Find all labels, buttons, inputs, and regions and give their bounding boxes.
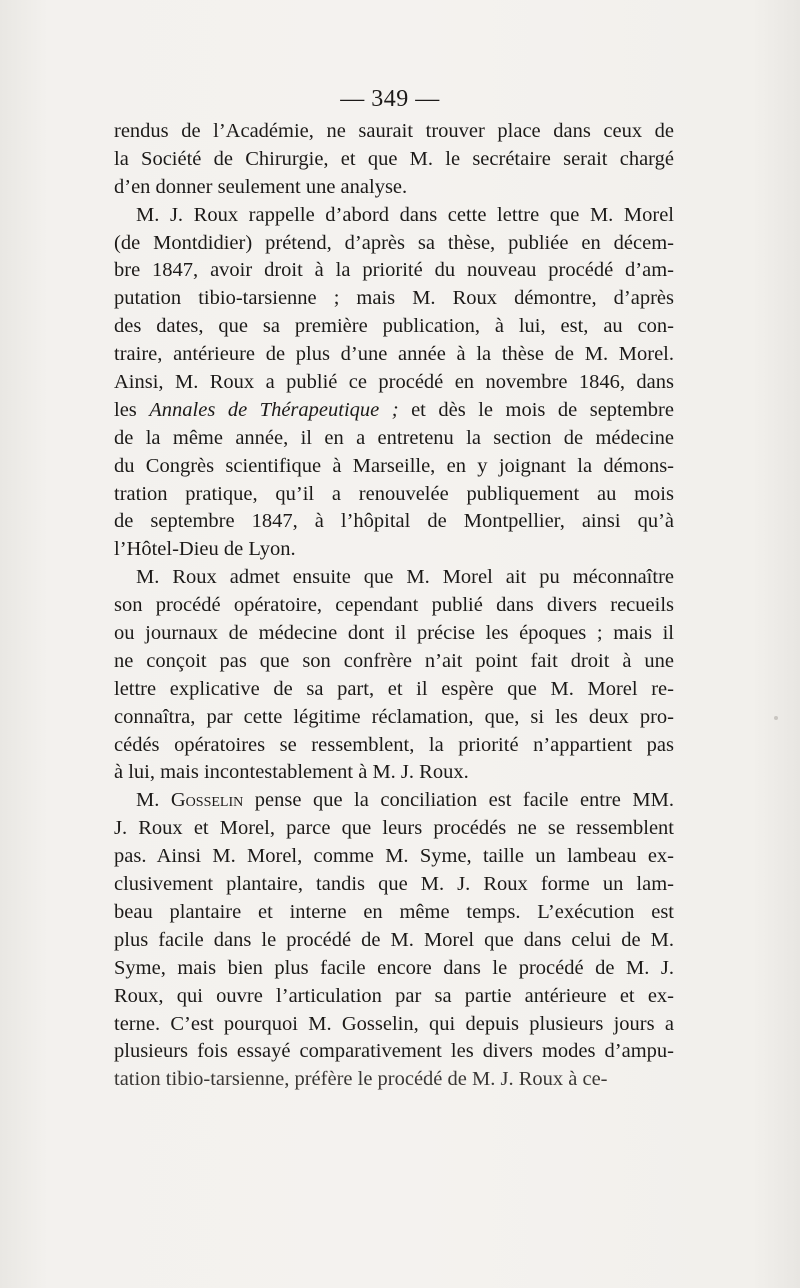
text-line: pas. Ainsi M. Morel, comme M. Syme, taille un lambeau ex- xyxy=(114,845,674,868)
text-line: Roux, qui ouvre l’articulation par sa partie antérieure et ex- xyxy=(114,984,674,1007)
text-line: d’en donner seulement une analyse. xyxy=(114,175,408,198)
text-line: la Société de Chirurgie, et que M. le secrétaire serait chargé xyxy=(114,147,674,170)
text-line: lettre explicative de sa part, et il espère que M. Morel re- xyxy=(114,677,674,700)
text-line: clusivement plantaire, tandis que M. J. Roux forme un lam- xyxy=(114,873,674,896)
text-line: plusieurs fois essayé comparativement les divers modes d’ampu- xyxy=(114,1040,674,1063)
text-line: des dates, que sa première publication, à lui, est, au con- xyxy=(114,315,674,338)
text-line: tation tibio-tarsienne, préfère le procédé de M. J. Roux à ce- xyxy=(114,1068,608,1091)
text-line: J. Roux et Morel, parce que leurs procédés ne se ressemblent xyxy=(114,817,674,840)
paper-speck xyxy=(774,716,778,720)
text-run: M. xyxy=(136,789,171,812)
text-line: plus facile dans le procédé de M. Morel que dans celui de M. xyxy=(114,928,674,951)
text-line: l’Hôtel-Dieu de Lyon. xyxy=(114,538,296,561)
text-line: putation tibio-tarsienne ; mais M. Roux démontre, d’après xyxy=(114,287,674,310)
text-line: traire, antérieure de plus d’une année à la thèse de M. Morel. xyxy=(114,343,674,366)
text-line: connaîtra, par cette légitime réclamation, que, si les deux pro- xyxy=(114,705,674,728)
text-line xyxy=(114,397,674,425)
page-number: — 349 — xyxy=(340,86,440,112)
text-line: rendus de l’Académie, ne saurait trouver place dans ceux de xyxy=(114,120,674,142)
text-line: ou journaux de médecine dont il précise les époques ; mais il xyxy=(114,622,674,645)
text-line: son procédé opératoire, cependant publié dans divers recueils xyxy=(114,594,674,617)
body-text xyxy=(114,118,674,1094)
text-line: Syme, mais bien plus facile encore dans le procédé de M. J. xyxy=(114,956,674,979)
text-line: de la même année, il en a entretenu la section de médecine xyxy=(114,426,674,449)
text-line: M. Roux admet ensuite que M. Morel ait pu méconnaître xyxy=(136,566,674,589)
text-line: ne conçoit pas que son confrère n’ait point fait droit à une xyxy=(114,649,674,672)
text-line: de septembre 1847, à l’hôpital de Montpellier, ainsi qu’à xyxy=(114,510,674,533)
italic-title: Annales de Thérapeutique ; xyxy=(149,398,399,421)
text-run: pense que la conciliation est facile entre MM. xyxy=(243,789,674,812)
text-run: les xyxy=(114,398,150,421)
text-line: cédés opératoires se ressemblent, la priorité n’appartient pas xyxy=(114,733,674,756)
speaker-name: Gosselin xyxy=(170,789,244,812)
text-line: bre 1847, avoir droit à la priorité du nouveau procédé d’am- xyxy=(114,259,674,282)
text-line: beau plantaire et interne en même temps. L’exécution est xyxy=(114,900,674,923)
text-line: à lui, mais incontestablement à M. J. Roux. xyxy=(114,761,469,784)
text-line: M. J. Roux rappelle d’abord dans cette lettre que M. Morel xyxy=(136,203,674,226)
text-line: tration pratique, qu’il a renouvelée publiquement au mois xyxy=(114,482,674,505)
text-line: (de Montdidier) prétend, d’après sa thèse, publiée en décem- xyxy=(114,231,674,254)
text-line: Ainsi, M. Roux a publié ce procédé en novembre 1846, dans xyxy=(114,371,674,394)
text-line xyxy=(114,787,674,815)
text-line: terne. C’est pourquoi M. Gosselin, qui depuis plusieurs jours a xyxy=(114,1012,674,1035)
text-run: et dès le mois de septembre xyxy=(398,398,674,421)
text-line: du Congrès scientifique à Marseille, en y joignant la démons- xyxy=(114,454,674,477)
